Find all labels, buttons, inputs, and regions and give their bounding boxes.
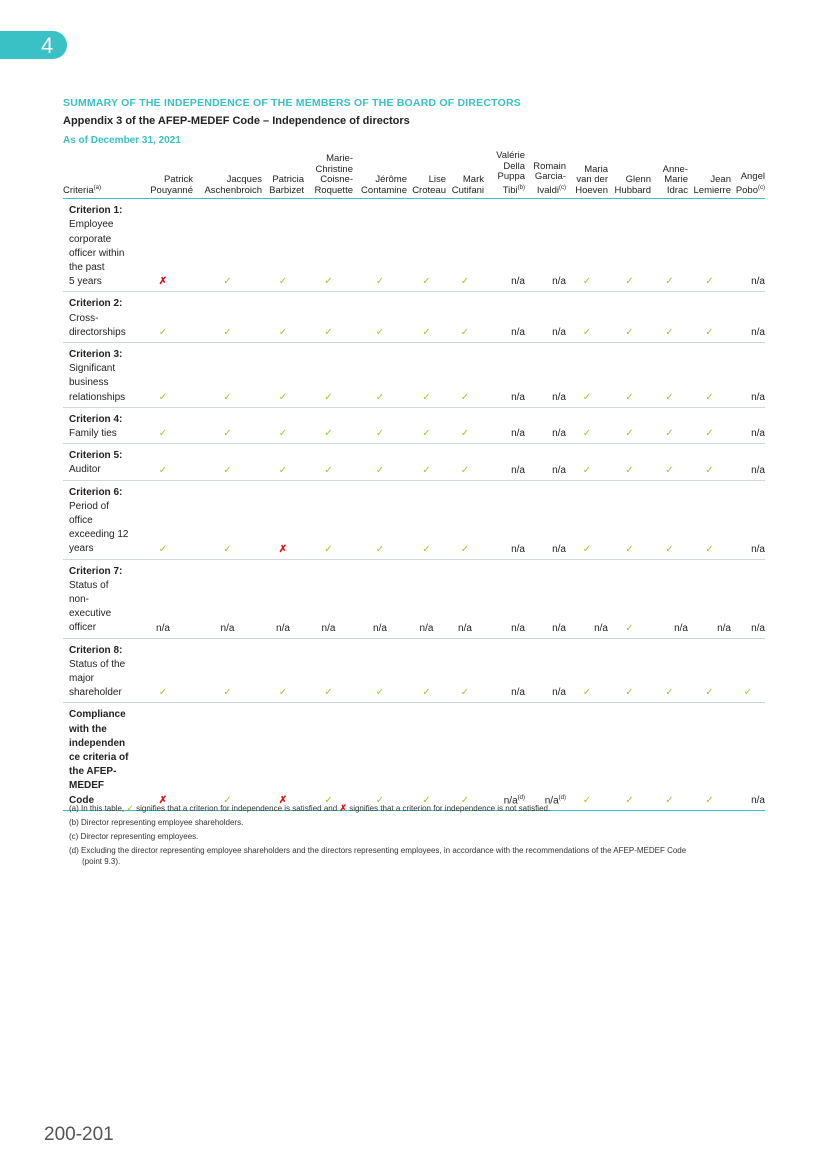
- criterion-description-line: non-: [69, 594, 90, 606]
- not-applicable-value: n/a: [484, 559, 525, 638]
- criterion-title-line: ce criteria of: [69, 752, 129, 764]
- check-icon: ✓: [446, 342, 484, 407]
- check-icon: ✓: [353, 638, 407, 703]
- criterion-title: Criterion 7:: [69, 565, 123, 577]
- criterion-cell: [63, 342, 133, 407]
- check-icon: ✓: [566, 407, 608, 443]
- director-column-header: Lise Croteau: [407, 151, 446, 199]
- check-icon: ✓: [126, 803, 134, 813]
- chapter-number: 4: [41, 33, 54, 58]
- check-icon: ✓: [566, 638, 608, 703]
- director-column-header: Jérôme Contamine: [353, 151, 407, 199]
- check-icon: ✓: [304, 638, 353, 703]
- not-applicable-value: n/a: [651, 559, 688, 638]
- criterion-title-line: Code: [69, 794, 94, 806]
- check-icon: ✓: [608, 703, 651, 810]
- footnote-b: (b) Director representing employee shareholders.: [69, 818, 244, 827]
- not-applicable-value: n/a: [731, 199, 765, 292]
- check-icon: ✓: [407, 342, 446, 407]
- check-icon: ✓: [688, 480, 731, 559]
- as-of-date: As of December 31, 2021: [63, 135, 181, 146]
- table-row: [63, 199, 765, 292]
- not-applicable-value: n/a: [731, 292, 765, 343]
- table-row: [63, 292, 765, 343]
- director-column-header: Patricia Barbizet: [262, 151, 304, 199]
- criterion-description-line: 5 years: [69, 276, 102, 288]
- criterion-cell: [63, 703, 133, 810]
- criterion-description-line: exceeding 12: [69, 529, 129, 541]
- table-row: [63, 638, 765, 703]
- check-icon: ✓: [262, 292, 304, 343]
- check-icon: ✓: [193, 480, 262, 559]
- check-icon: ✓: [304, 342, 353, 407]
- check-icon: ✓: [566, 292, 608, 343]
- check-icon: ✓: [446, 480, 484, 559]
- check-icon: ✓: [193, 638, 262, 703]
- check-icon: ✓: [566, 703, 608, 810]
- check-icon: ✓: [353, 703, 407, 810]
- cross-icon: ✗: [133, 199, 193, 292]
- check-icon: ✓: [446, 703, 484, 810]
- criterion-description-line: the past: [69, 261, 105, 273]
- page-number: 200-201: [44, 1124, 114, 1145]
- not-applicable-value: n/a: [731, 559, 765, 638]
- check-icon: ✓: [731, 638, 765, 703]
- criterion-description-line: Status of: [69, 579, 109, 591]
- footnote-c: (c) Director representing employees.: [69, 832, 199, 841]
- table-row: [63, 480, 765, 559]
- check-icon: ✓: [133, 342, 193, 407]
- not-applicable-value: n/a: [525, 199, 566, 292]
- check-icon: ✓: [566, 342, 608, 407]
- chapter-tab: [0, 31, 67, 59]
- check-icon: ✓: [304, 703, 353, 810]
- criterion-description-line: business: [69, 377, 109, 389]
- check-icon: ✓: [608, 444, 651, 480]
- check-icon: ✓: [353, 480, 407, 559]
- check-icon: ✓: [193, 703, 262, 810]
- check-icon: ✓: [353, 444, 407, 480]
- not-applicable-value: n/a: [484, 638, 525, 703]
- check-icon: ✓: [566, 444, 608, 480]
- director-column-header: Patrick Pouyanné: [133, 151, 193, 199]
- not-applicable-value: $n/a^{(d)}$: [484, 703, 525, 810]
- criterion-cell: [63, 638, 133, 703]
- criterion-description-line: directorships: [69, 326, 126, 338]
- criterion-cell: [63, 292, 133, 343]
- check-icon: ✓: [262, 342, 304, 407]
- criterion-title: Criterion 8:: [69, 644, 123, 656]
- check-icon: ✓: [688, 703, 731, 810]
- table-row: [63, 703, 765, 810]
- director-column-header: Romain Garcia- Ivaldi$^{(c)}$: [525, 151, 566, 199]
- check-icon: ✓: [304, 199, 353, 292]
- check-icon: ✓: [407, 292, 446, 343]
- check-icon: ✓: [446, 292, 484, 343]
- check-icon: ✓: [407, 480, 446, 559]
- director-column-header: Anne- Marie Idrac: [651, 151, 688, 199]
- criteria-header-label: Criteria: [63, 184, 94, 196]
- not-applicable-value: n/a: [566, 559, 608, 638]
- criterion-title-line: independen: [69, 737, 126, 749]
- criterion-title: Criterion 5:: [69, 450, 123, 462]
- not-applicable-value: n/a: [525, 342, 566, 407]
- criterion-title: Criterion 1:: [69, 205, 123, 217]
- criteria-column-header: [63, 151, 133, 199]
- director-column-header: Marie- Christine Coisne- Roquette: [304, 151, 353, 199]
- criterion-title: Criterion 2:: [69, 298, 123, 310]
- criterion-cell: [63, 444, 133, 480]
- director-column-header: Mark Cutifani: [446, 151, 484, 199]
- table-row: [63, 407, 765, 443]
- not-applicable-value: n/a: [262, 559, 304, 638]
- check-icon: ✓: [353, 407, 407, 443]
- criterion-title-line: Compliance: [69, 709, 126, 721]
- check-icon: ✓: [133, 292, 193, 343]
- criterion-description-line: Period of: [69, 500, 110, 512]
- director-column-header: Angel Pobo$^{(c)}$: [731, 151, 765, 199]
- cross-icon: ✗: [133, 703, 193, 810]
- check-icon: ✓: [262, 407, 304, 443]
- check-icon: ✓: [304, 407, 353, 443]
- check-icon: ✓: [193, 292, 262, 343]
- check-icon: ✓: [446, 407, 484, 443]
- section-title: SUMMARY OF THE INDEPENDENCE OF THE MEMBERS OF THE BOARD OF DIRECTORS: [63, 97, 521, 109]
- check-icon: ✓: [651, 444, 688, 480]
- not-applicable-value: n/a: [525, 407, 566, 443]
- table-header-row: [63, 151, 765, 199]
- not-applicable-value: n/a: [484, 342, 525, 407]
- criterion-description-line: relationships: [69, 391, 126, 403]
- criterion-cell: [63, 559, 133, 638]
- check-icon: ✓: [651, 292, 688, 343]
- check-icon: ✓: [608, 480, 651, 559]
- check-icon: ✓: [133, 638, 193, 703]
- check-icon: ✓: [353, 342, 407, 407]
- check-icon: ✓: [688, 342, 731, 407]
- check-icon: ✓: [407, 407, 446, 443]
- section-subtitle: Appendix 3 of the AFEP-MEDEF Code – Independence of directors: [63, 115, 410, 127]
- criterion-title-line: the AFEP-: [69, 766, 117, 778]
- check-icon: ✓: [353, 199, 407, 292]
- check-icon: ✓: [688, 199, 731, 292]
- check-icon: ✓: [262, 638, 304, 703]
- criterion-cell: [63, 480, 133, 559]
- not-applicable-value: n/a: [525, 292, 566, 343]
- check-icon: ✓: [688, 638, 731, 703]
- criterion-description-line: Family ties: [69, 428, 117, 439]
- check-icon: ✓: [407, 703, 446, 810]
- not-applicable-value: n/a: [484, 292, 525, 343]
- table-row: [63, 444, 765, 480]
- criterion-title: Criterion 6:: [69, 486, 123, 498]
- table-row: [63, 342, 765, 407]
- not-applicable-value: n/a: [484, 444, 525, 480]
- criterion-description-line: shareholder: [69, 687, 122, 699]
- table-row: [63, 559, 765, 638]
- not-applicable-value: n/a: [525, 444, 566, 480]
- not-applicable-value: n/a: [133, 559, 193, 638]
- check-icon: ✓: [608, 292, 651, 343]
- check-icon: ✓: [651, 480, 688, 559]
- criterion-description-line: corporate: [69, 233, 112, 245]
- check-icon: ✓: [446, 444, 484, 480]
- criterion-description-line: Status of the: [69, 658, 126, 670]
- check-icon: ✓: [407, 199, 446, 292]
- check-icon: ✓: [608, 342, 651, 407]
- criterion-title-line: MEDEF: [69, 780, 104, 792]
- criteria-header-note: (a): [93, 184, 101, 191]
- criterion-description-line: Auditor: [69, 464, 101, 476]
- not-applicable-value: n/a: [525, 638, 566, 703]
- not-applicable-value: n/a: [731, 342, 765, 407]
- criterion-description-line: officer within: [69, 247, 125, 259]
- cross-icon: ✗: [262, 480, 304, 559]
- check-icon: ✓: [304, 480, 353, 559]
- not-applicable-value: n/a: [731, 480, 765, 559]
- cross-icon: ✗: [339, 803, 347, 813]
- not-applicable-value: n/a: [193, 559, 262, 638]
- not-applicable-value: n/a: [688, 559, 731, 638]
- check-icon: ✓: [651, 342, 688, 407]
- check-icon: ✓: [651, 638, 688, 703]
- not-applicable-value: n/a: [525, 480, 566, 559]
- check-icon: ✓: [353, 292, 407, 343]
- criterion-title: Criterion 4:: [69, 413, 123, 425]
- not-applicable-value: n/a: [446, 559, 484, 638]
- check-icon: ✓: [133, 444, 193, 480]
- check-icon: ✓: [608, 638, 651, 703]
- check-icon: ✓: [651, 407, 688, 443]
- check-icon: ✓: [407, 638, 446, 703]
- not-applicable-value: n/a: [731, 703, 765, 810]
- criterion-description-line: officer: [69, 622, 97, 634]
- director-column-header: Valérie Della Puppa Tibi$^{(b)}$: [484, 151, 525, 199]
- not-applicable-value: n/a: [731, 444, 765, 480]
- check-icon: ✓: [608, 407, 651, 443]
- not-applicable-value: n/a: [484, 407, 525, 443]
- check-icon: ✓: [608, 559, 651, 638]
- footnotes: [69, 803, 759, 870]
- check-icon: ✓: [407, 444, 446, 480]
- check-icon: ✓: [133, 480, 193, 559]
- check-icon: ✓: [262, 444, 304, 480]
- check-icon: ✓: [304, 292, 353, 343]
- footnote-d: (d) Excluding the director representing employee shareholders and the directors representing employees, in accordance with the recommendations of the AFEP-MEDEF Code (point 9.3).: [69, 846, 687, 866]
- check-icon: ✓: [193, 342, 262, 407]
- check-icon: ✓: [262, 199, 304, 292]
- director-column-header: Jacques Aschenbroich: [193, 151, 262, 199]
- check-icon: ✓: [193, 444, 262, 480]
- criterion-description-line: executive: [69, 608, 112, 620]
- criterion-description-line: years: [69, 543, 94, 555]
- independence-table: [63, 151, 765, 811]
- criterion-description-line: office: [69, 515, 93, 527]
- not-applicable-value: n/a: [731, 407, 765, 443]
- not-applicable-value: n/a: [353, 559, 407, 638]
- check-icon: ✓: [608, 199, 651, 292]
- check-icon: ✓: [651, 199, 688, 292]
- not-applicable-value: n/a: [304, 559, 353, 638]
- not-applicable-value: n/a: [525, 559, 566, 638]
- not-applicable-value: $n/a^{(d)}$: [525, 703, 566, 810]
- check-icon: ✓: [651, 703, 688, 810]
- criterion-description-line: major: [69, 673, 95, 685]
- criterion-description-line: Employee: [69, 219, 114, 231]
- check-icon: ✓: [193, 407, 262, 443]
- criterion-cell: [63, 407, 133, 443]
- criterion-cell: [63, 199, 133, 292]
- check-icon: ✓: [566, 480, 608, 559]
- criterion-title: Criterion 3:: [69, 348, 123, 360]
- not-applicable-value: n/a: [484, 199, 525, 292]
- footnote-a: (a) In this table, ✓ signifies that a criterion for independence is satisfied and ✗ signifies that a criterion for independence is not satisfied.: [69, 803, 551, 813]
- director-column-header: Jean Lemierre: [688, 151, 731, 199]
- check-icon: ✓: [193, 199, 262, 292]
- director-column-header: Maria van der Hoeven: [566, 151, 608, 199]
- check-icon: ✓: [133, 407, 193, 443]
- check-icon: ✓: [688, 444, 731, 480]
- check-icon: ✓: [566, 199, 608, 292]
- not-applicable-value: n/a: [407, 559, 446, 638]
- check-icon: ✓: [446, 638, 484, 703]
- criterion-description-line: Significant: [69, 363, 116, 375]
- not-applicable-value: n/a: [484, 480, 525, 559]
- check-icon: ✓: [688, 407, 731, 443]
- cross-icon: ✗: [262, 703, 304, 810]
- criterion-description-line: Cross-: [69, 312, 99, 324]
- check-icon: ✓: [688, 292, 731, 343]
- director-column-header: Glenn Hubbard: [608, 151, 651, 199]
- criterion-title-line: with the: [69, 723, 107, 735]
- check-icon: ✓: [304, 444, 353, 480]
- check-icon: ✓: [446, 199, 484, 292]
